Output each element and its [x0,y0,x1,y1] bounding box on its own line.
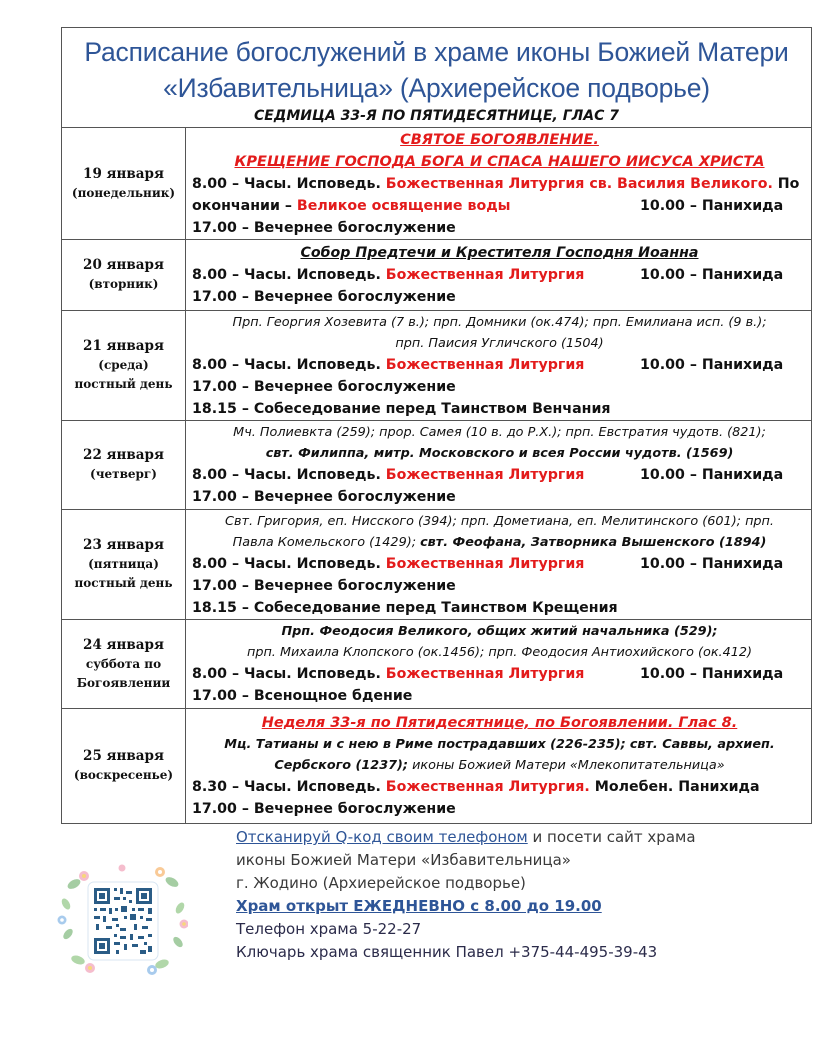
title-line-2: «Избавительница» (Архиерейское подворье) [163,73,710,103]
date-cell: 23 января (пятница) постный день [62,510,186,620]
service-cell: Неделя 33-я по Пятидесятнице, по Богоявлении. Глас 8. Мц. Татианы и с нею в Риме пострадавших (226-235); свт. Саввы, архиеп. Сербского (1237); иконы Божией Матери «Млекопитательница» 8.30 – Часы. Исповедь. Божественная Литургия. Молебен. Панихида 17.00 – Вечернее богослужение [186,709,812,824]
table-row [62,311,812,421]
table-header-row [62,28,812,128]
table-row [62,709,812,824]
date-cell: 24 января суббота по Богоявлении [62,620,186,709]
service-cell: Свт. Григория, еп. Нисского (394); прп. Дометиана, еп. Мелитинского (601); прп. Павла Комельского (1429); свт. Феофана, Затворника Вышенского (1894) 8.00 – Часы. Исповедь. Божественная Литургия 10.00 – Панихида 17.00 – Вечернее богослужение 18.15 – Собеседование перед Таинством Крещения [186,510,812,620]
table-row [62,240,812,311]
footer-line-2: иконы Божией Матери «Избавительница» [236,851,571,869]
date-cell: 21 января (среда) постный день [62,311,186,421]
page-title [62,28,811,106]
service-cell: Прп. Георгия Хозевита (7 в.); прп. Домники (ок.474); прп. Емилиана исп. (9 в.); прп. Паисия Угличского (1504) 8.00 – Часы. Исповедь. Божественная Литургия 10.00 – Панихида 17.00 – Вечернее богослужение 18.15 – Собеседование перед Таинством Венчания [186,311,812,421]
feast-title: Собор Предтечи и Крестителя Господня Иоанна [300,245,699,261]
church-phone: Телефон храма 5-22-27 [236,920,422,938]
table-row [62,510,812,620]
schedule-table [61,27,812,824]
service-cell: Прп. Феодосия Великого, общих житий начальника (529); прп. Михаила Клопского (ок.1456); прп. Феодосия Антиохийского (ок.412) 8.00 – Часы. Исповедь. Божественная Литургия 10.00 – Панихида 17.00 – Всенощное бдение [186,620,812,709]
feast-title: Неделя 33-я по Пятидесятнице, по Богоявлении. Глас 8. [261,715,738,731]
keeper-phone: Ключарь храма священник Павел +375-44-495-39-43 [236,943,658,961]
footer-line-3: г. Жодино (Архиерейское подворье) [236,874,526,892]
title-line-1: Расписание богослужений в храме иконы Божией Матери [84,37,789,67]
table-row [62,421,812,510]
week-subtitle: СЕДМИЦА 33-Я ПО ПЯТИДЕСЯТНИЦЕ, ГЛАС 7 [254,108,619,124]
date-cell: 25 января (воскресенье) [62,709,186,824]
footer-info [236,826,696,964]
date-cell: 22 января (четверг) [62,421,186,510]
qr-code-graphic [56,864,188,976]
service-cell: Мч. Полиевкта (259); прор. Самея (10 в. до Р.Х.); прп. Евстратия чудотв. (821); свт. Филиппа, митр. Московского и всея России чудотв. (1569) 8.00 – Часы. Исповедь. Божественная Литургия 10.00 – Панихида 17.00 – Вечернее богослужение [186,421,812,510]
service-cell: СВЯТОЕ БОГОЯВЛЕНИЕ. КРЕЩЕНИЕ ГОСПОДА БОГА И СПАСА НАШЕГО ИИСУСА ХРИСТА 8.00 – Часы. Исповедь. Божественная Литургия св. Василия Великого. По окончании – Великое освящение воды 10.00 – Панихида 17.00 – Вечернее богослужение [186,128,812,240]
table-row [62,128,812,240]
qr-scan-link[interactable]: Отсканируй Q-код своим телефоном [236,828,528,846]
date-cell: 19 января (понедельник) [62,128,186,240]
schedule-sheet [61,27,811,824]
qr-code[interactable] [56,864,188,976]
footer-line-1: Отсканируй Q-код своим телефоном и посети сайт храма [236,828,696,846]
feast-title: КРЕЩЕНИЕ ГОСПОДА БОГА И СПАСА НАШЕГО ИИСУСА ХРИСТА [234,153,765,170]
open-hours: Храм открыт ЕЖЕДНЕВНО с 8.00 до 19.00 [236,897,602,915]
service-cell: Собор Предтечи и Крестителя Господня Иоанна 8.00 – Часы. Исповедь. Божественная Литургия 10.00 – Панихида 17.00 – Вечернее богослужение [186,240,812,311]
date-cell: 20 января (вторник) [62,240,186,311]
table-row [62,620,812,709]
feast-title: СВЯТОЕ БОГОЯВЛЕНИЕ. [400,131,599,148]
